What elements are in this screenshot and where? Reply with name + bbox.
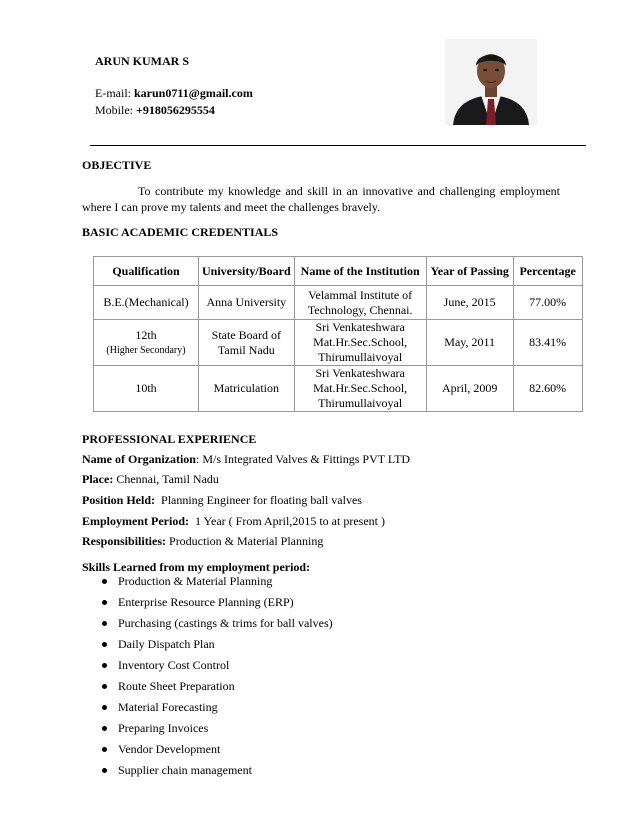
cell-percentage: 83.41%	[513, 320, 582, 366]
qualification-sub: (Higher Secondary)	[106, 344, 186, 356]
cell-institution: Sri Venkateshwara Mat.Hr.Sec.School, Thirumullaivoyal	[294, 366, 426, 412]
col-institution: Name of the Institution	[294, 257, 426, 286]
col-percentage: Percentage	[513, 257, 582, 286]
position-label: Position Held:	[82, 493, 156, 507]
table-row	[94, 320, 583, 366]
position-value: Planning Engineer for floating ball valves	[155, 493, 362, 507]
skill-text: Material Forecasting	[118, 700, 218, 714]
mobile-label: Mobile:	[95, 103, 136, 117]
cell-qualification: B.E.(Mechanical)	[94, 286, 199, 320]
profile-photo-illustration	[445, 39, 537, 125]
bullet-icon	[102, 705, 107, 710]
cell-qualification: 10th	[94, 366, 199, 412]
header-divider	[90, 145, 586, 146]
skills-list	[100, 571, 333, 781]
list-item	[100, 571, 333, 592]
skill-text: Enterprise Resource Planning (ERP)	[118, 595, 294, 609]
col-year: Year of Passing	[426, 257, 513, 286]
objective-heading: OBJECTIVE	[82, 158, 152, 172]
list-item	[100, 634, 333, 655]
email-value[interactable]: karun0711@gmail.com	[134, 86, 253, 100]
bullet-icon	[102, 726, 107, 731]
list-item	[100, 655, 333, 676]
cell-institution: Sri Venkateshwara Mat.Hr.Sec.School, Thirumullaivoyal	[294, 320, 426, 366]
list-item	[100, 697, 333, 718]
email-line	[95, 86, 253, 101]
table-row	[94, 286, 583, 320]
academic-table	[93, 256, 583, 412]
academic-heading: BASIC ACADEMIC CREDENTIALS	[82, 225, 279, 239]
bullet-icon	[102, 747, 107, 752]
bullet-icon	[102, 684, 107, 689]
objective-line-1: To contribute my knowledge and skill in an innovative and challenging employment	[138, 184, 560, 198]
cell-percentage: 77.00%	[513, 286, 582, 320]
cell-year: May, 2011	[426, 320, 513, 366]
organization-value: : M/s Integrated Valves & Fittings PVT LTD	[195, 452, 411, 466]
skill-text: Preparing Invoices	[118, 721, 209, 735]
bullet-icon	[102, 579, 107, 584]
cell-percentage: 82.60%	[513, 366, 582, 412]
bullet-icon	[102, 663, 107, 668]
bullet-icon	[102, 600, 107, 605]
col-board: University/Board	[199, 257, 295, 286]
cell-year: June, 2015	[426, 286, 513, 320]
skill-text: Production & Material Planning	[118, 574, 273, 588]
table-row	[94, 366, 583, 412]
cell-year: April, 2009	[426, 366, 513, 412]
table-header-row	[94, 257, 583, 286]
skill-text: Route Sheet Preparation	[118, 679, 235, 693]
skill-text: Vendor Development	[118, 742, 221, 756]
experience-heading: PROFESSIONAL EXPERIENCE	[82, 432, 257, 446]
list-item	[100, 718, 333, 739]
list-item	[100, 760, 333, 781]
period-value: 1 Year ( From April,2015 to at present )	[189, 514, 385, 528]
skill-text: Supplier chain management	[118, 763, 252, 777]
candidate-name: ARUN KUMAR S	[95, 54, 189, 68]
period-label: Employment Period:	[82, 514, 189, 528]
place-value: Chennai, Tamil Nadu	[113, 472, 219, 486]
cell-institution: Velammal Institute of Technology, Chennai.	[294, 286, 426, 320]
skills-heading: Skills Learned from my employment period:	[82, 560, 311, 574]
profile-photo	[445, 39, 537, 125]
email-label: E-mail:	[95, 86, 134, 100]
objective-text	[82, 183, 560, 215]
col-qualification: Qualification	[94, 257, 199, 286]
cell-board: State Board of Tamil Nadu	[199, 320, 295, 366]
responsibilities-line	[82, 534, 323, 549]
bullet-icon	[102, 642, 107, 647]
mobile-line	[95, 103, 215, 118]
list-item	[100, 739, 333, 760]
cell-qualification	[94, 320, 199, 366]
organization-line	[82, 452, 410, 467]
responsibilities-label: Responsibilities:	[82, 534, 167, 548]
list-item	[100, 613, 333, 634]
list-item	[100, 592, 333, 613]
qualification-main: 12th	[135, 327, 157, 342]
skill-text: Daily Dispatch Plan	[118, 637, 215, 651]
bullet-icon	[102, 768, 107, 773]
mobile-value: +918056295554	[136, 103, 215, 117]
list-item	[100, 676, 333, 697]
place-label: Place:	[82, 472, 114, 486]
period-line	[82, 514, 385, 529]
skill-text: Purchasing (castings & trims for ball valves)	[118, 616, 333, 630]
position-line	[82, 493, 362, 508]
bullet-icon	[102, 621, 107, 626]
cell-board: Anna University	[199, 286, 295, 320]
objective-line-2: where I can prove my talents and meet the challenges bravely.	[82, 200, 381, 214]
responsibilities-value: Production & Material Planning	[166, 534, 324, 548]
place-line	[82, 472, 219, 487]
organization-label: Name of Organization	[82, 452, 196, 466]
cell-board: Matriculation	[199, 366, 295, 412]
skill-text: Inventory Cost Control	[118, 658, 230, 672]
